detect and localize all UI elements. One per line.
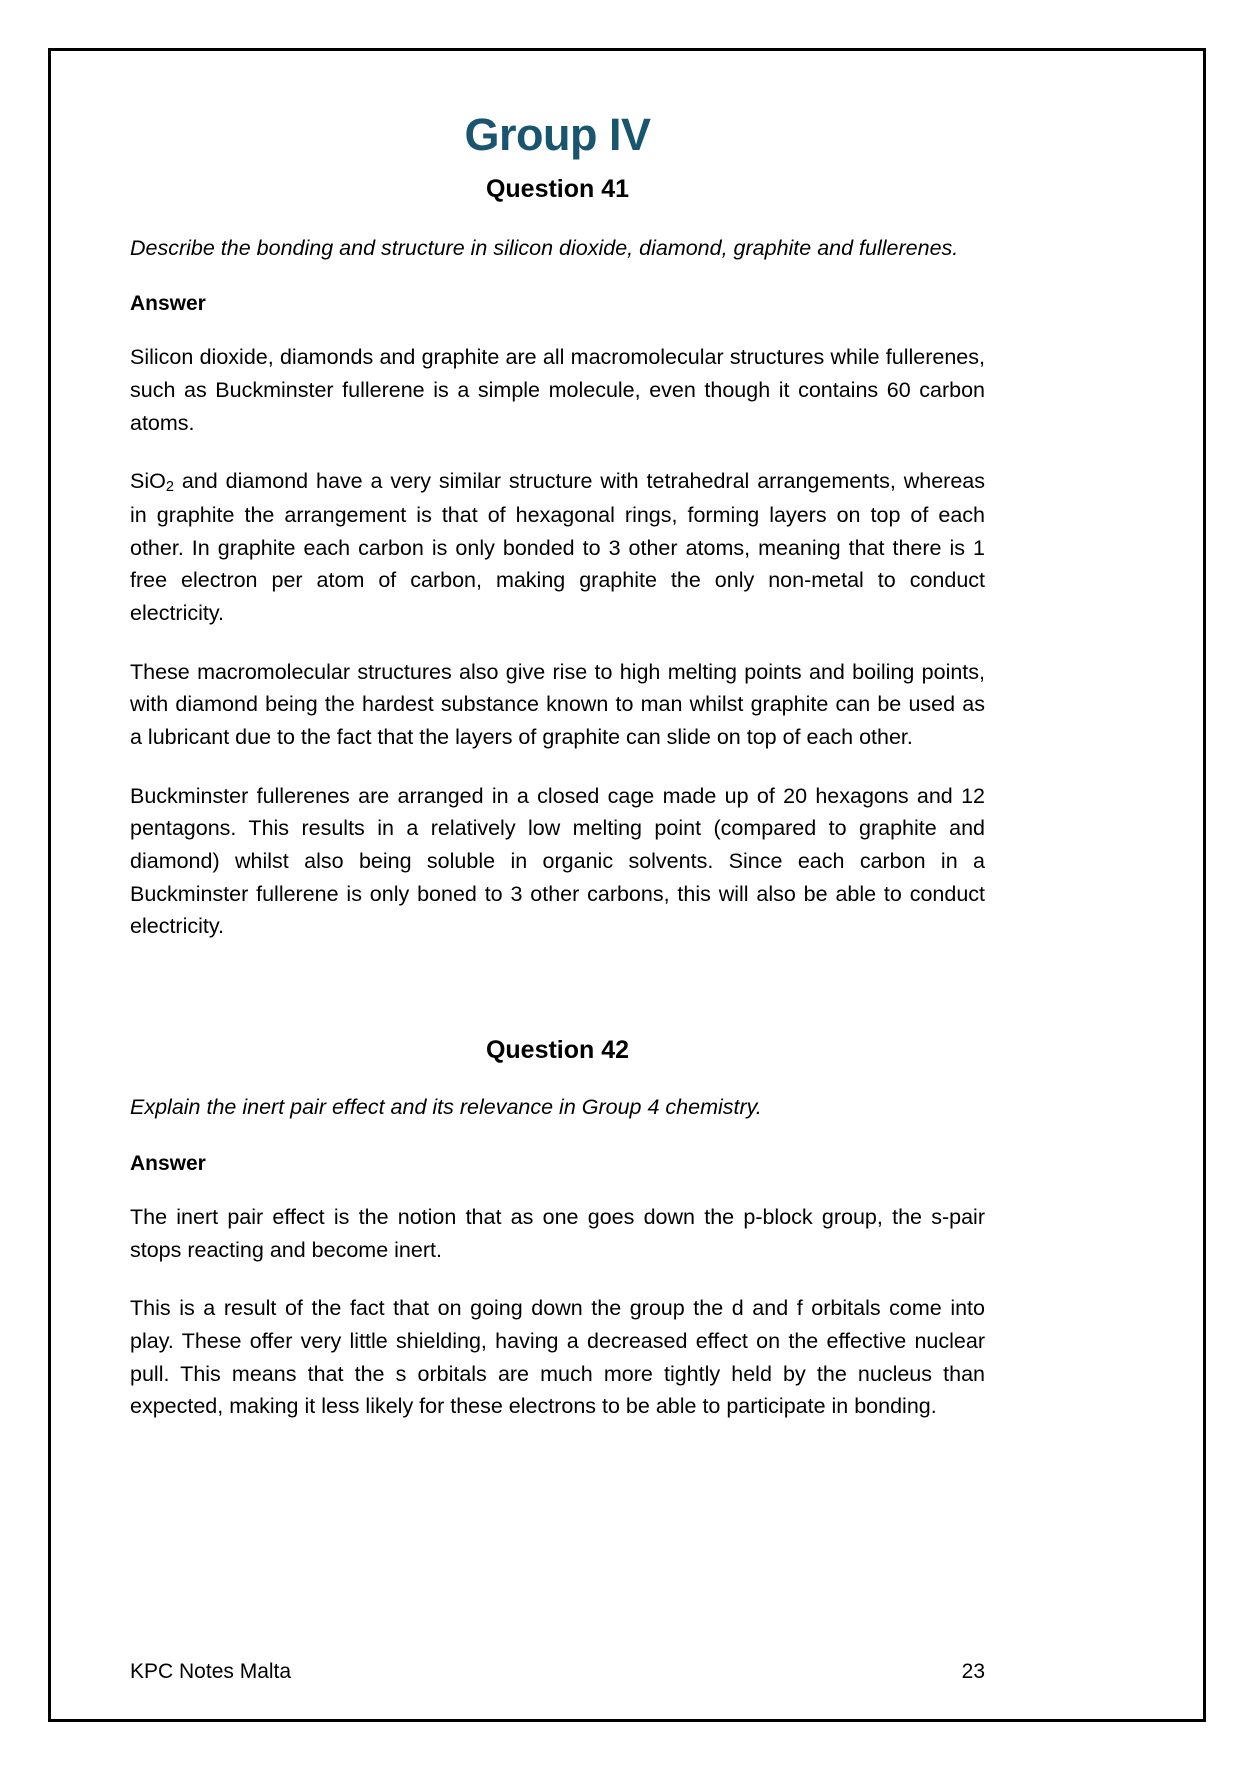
answer-paragraph-41-1: Silicon dioxide, diamonds and graphite are all macromolecular structures while fullerenes, such as Buckminster fullerene is a simple molecule, even though it contains 60 carbon atoms. — [130, 345, 985, 435]
answer-paragraph-41-2-rest: and diamond have a very similar structure with tetrahedral arrangements, whereas in graphite the arrangement is that of hexagonal rings, forming layers on top of each other. In graphite each carbon is only bonded to 3 other atoms, meaning that there is 1 free electron per atom of carbon, making graphite the only non-metal to conduct electricity. — [130, 469, 985, 625]
page-number: 23 — [961, 1660, 985, 1683]
answer-paragraph-42-2: This is a result of the fact that on going down the group the d and f orbitals come into play. These offer very little shielding, having a decreased effect on the effective nuclear pull. This means that the s orbitals are much more tightly held by the nucleus than expected, making it less likely for these electrons to be able to participate in bonding. — [130, 1296, 985, 1419]
document-content — [130, 110, 985, 1423]
answer-label-42: Answer — [130, 1151, 206, 1175]
formula-sio2-subscript: 2 — [165, 479, 174, 496]
question-heading-41: Question 41 — [485, 174, 630, 203]
page-title: Group IV — [464, 109, 651, 160]
footer-source-label: KPC Notes Malta — [130, 1660, 292, 1683]
question-prompt-42: Explain the inert pair effect and its relevance in Group 4 chemistry. — [130, 1094, 762, 1119]
answer-paragraph-41-4: Buckminster fullerenes are arranged in a closed cage made up of 20 hexagons and 12 pentagons. This results in a relatively low melting point (compared to graphite and diamond) whilst also being soluble in organic solvents. Since each carbon in a Buckminster fullerene is only boned to 3 other carbons, this will also be able to conduct electricity. — [130, 783, 985, 939]
question-prompt-41: Describe the bonding and structure in silicon dioxide, diamond, graphite and fullerenes. — [130, 235, 959, 260]
formula-sio2-prefix: SiO — [130, 469, 166, 494]
answer-paragraph-42-1: The inert pair effect is the notion that as one goes down the p-block group, the s-pair stops reacting and become inert. — [130, 1204, 985, 1262]
answer-label-41: Answer — [130, 292, 206, 316]
question-heading-42: Question 42 — [485, 1035, 630, 1064]
answer-paragraph-41-3: These macromolecular structures also give rise to high melting points and boiling points, with diamond being the hardest substance known to man whilst graphite can be used as a lubricant due to the fact that the layers of graphite can slide on top of each other. — [130, 659, 985, 749]
page-footer — [130, 1660, 985, 1684]
answer-paragraph-41-2 — [130, 465, 985, 629]
